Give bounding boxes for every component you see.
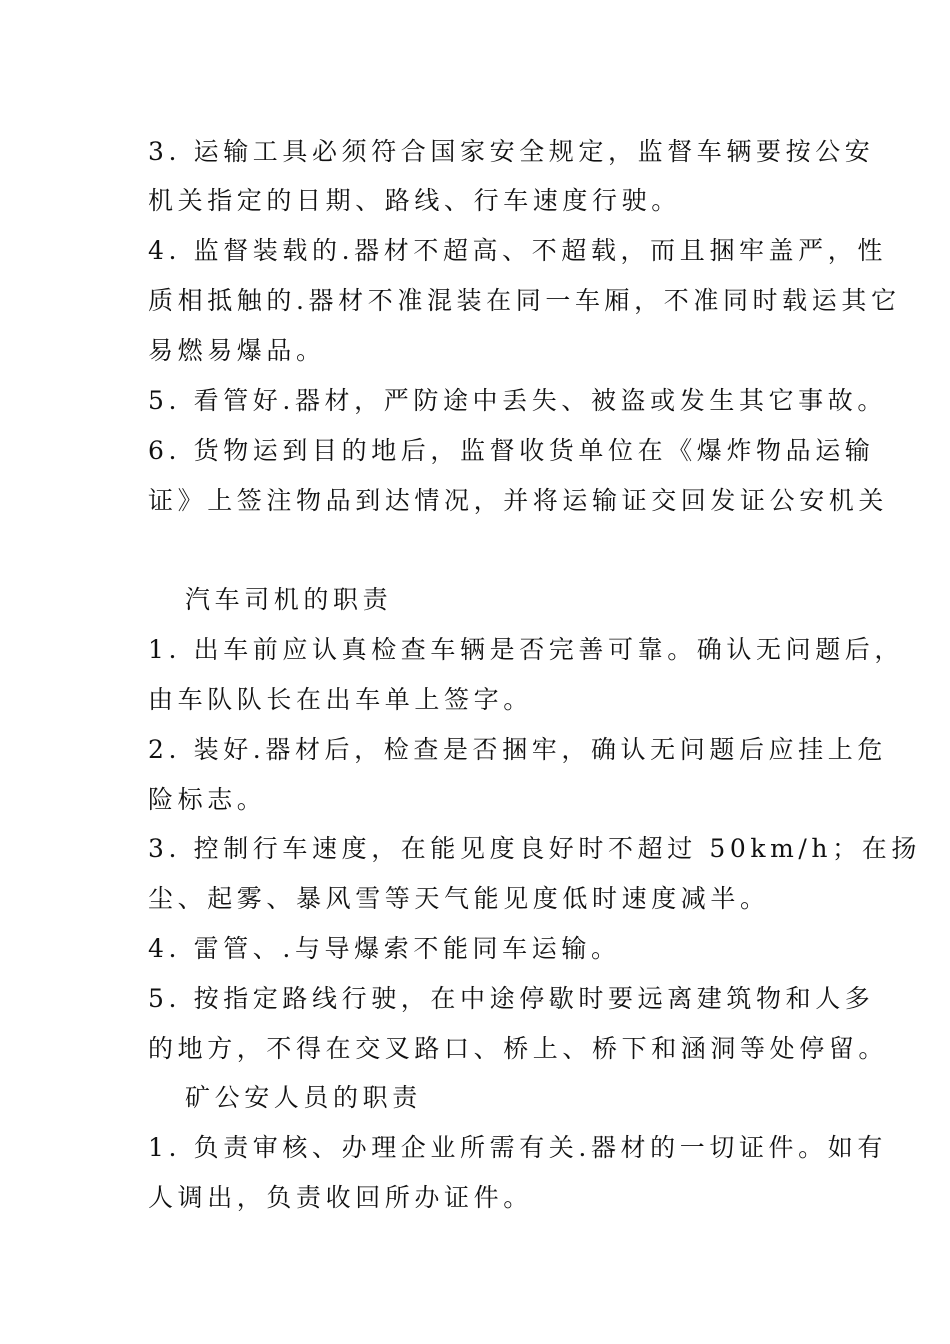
paragraph-line: 易燃易爆品。: [148, 336, 326, 365]
paragraph-line: 2. 装好.器材后，检查是否捆牢，确认无问题后应挂上危: [148, 735, 887, 764]
paragraph-line: 5. 按指定路线行驶，在中途停歇时要远离建筑物和人多: [148, 984, 875, 1013]
paragraph-line: 机关指定的日期、路线、行车速度行驶。: [148, 186, 681, 215]
paragraph-line: 人调出，负责收回所办证件。: [148, 1183, 533, 1212]
paragraph-line: 险标志。: [148, 785, 267, 814]
paragraph-line: 4. 雷管、.与导爆索不能同车运输。: [148, 934, 621, 963]
paragraph-line: 1. 出车前应认真检查车辆是否完善可靠。确认无问题后，: [148, 635, 905, 664]
section-heading-driver: 汽车司机的职责: [185, 585, 393, 614]
paragraph-line: 证》上签注物品到达情况，并将运输证交回发证公安机关: [148, 486, 889, 515]
paragraph-line: 1. 负责审核、办理企业所需有关.器材的一切证件。如有: [148, 1133, 887, 1162]
section-heading-police: 矿公安人员的职责: [185, 1083, 422, 1112]
paragraph-line: 6. 货物运到目的地后，监督收货单位在《爆炸物品运输: [148, 436, 875, 465]
paragraph-line: 4. 监督装载的.器材不超高、不超载，而且捆牢盖严，性: [148, 236, 887, 265]
paragraph-line: 5. 看管好.器材，严防途中丢失、被盗或发生其它事故。: [148, 386, 887, 415]
paragraph-line: 由车队队长在出车单上签字。: [148, 685, 533, 714]
paragraph-line: 尘、起雾、暴风雪等天气能见度低时速度减半。: [148, 884, 770, 913]
paragraph-line: 3. 运输工具必须符合国家安全规定，监督车辆要按公安: [148, 137, 875, 166]
paragraph-line: 3. 控制行车速度，在能见度良好时不超过 50km/h；在扬: [148, 834, 921, 863]
paragraph-line: 质相抵触的.器材不准混装在同一车厢，不准同时载运其它: [148, 286, 901, 315]
paragraph-line: 的地方，不得在交叉路口、桥上、桥下和涵洞等处停留。: [148, 1034, 889, 1063]
